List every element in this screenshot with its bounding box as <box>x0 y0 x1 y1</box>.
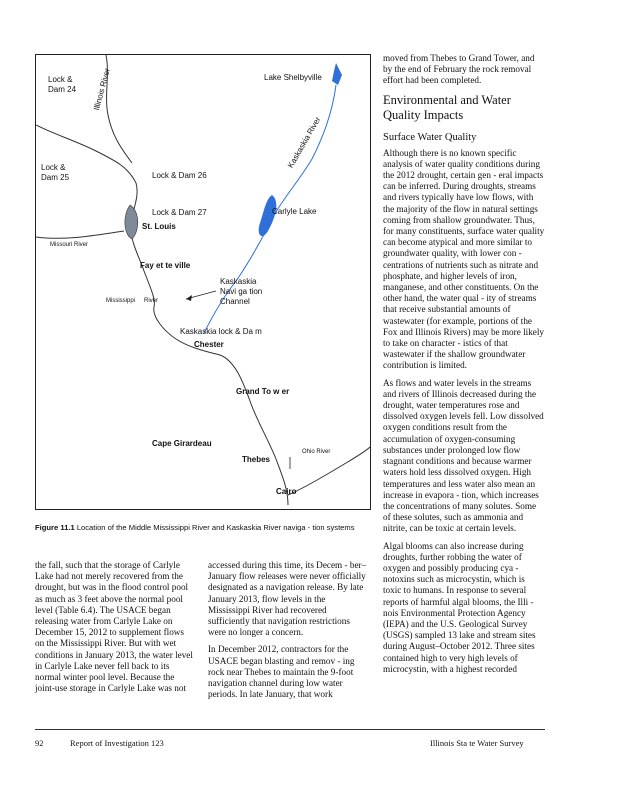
label-lake-shelbyville: Lake Shelbyville <box>264 73 322 82</box>
label-ohio-river: Ohio River <box>302 449 331 455</box>
missouri-river-line <box>36 231 124 238</box>
col3-paragraph-0: moved from Thebes to Grand Tower, and by the end of February the rock removal effort had been completed. <box>383 53 535 86</box>
label-fayetteville: Fay et te ville <box>140 261 191 270</box>
navigation-channel-arrowhead <box>186 295 192 301</box>
label-mississippi: Mississippi <box>106 298 136 304</box>
section-heading: Environmental and Water Quality Impacts <box>383 92 511 122</box>
col3-paragraph-2: As flows and water levels in the streams and rivers of Illinois decreased during the drought, water temperatures rose and dissolved oxygen levels fell. Low dissolved oxygen conditions result from the accumulation of oxygen-consuming substances under prolonged low flow stagnant conditions and because warmer waters hold less dissolved oxygen. High temperatures and less water also mean an increase in evapora - tion, which increases the concentrations of many solutes. Some of these solutes, such as ammonia and nitrite, can be toxic at certain levels. <box>383 377 544 534</box>
label-lock-dam-27: Lock & Dam 27 <box>152 208 207 217</box>
label-illinois-river: Illinois River <box>92 67 112 112</box>
lake-shelbyville-shape <box>332 63 342 85</box>
label-lock-dam-24: Lock & Dam 24 <box>48 75 77 94</box>
st-louis-area-shape <box>125 205 138 239</box>
column-3 <box>383 53 545 681</box>
report-title: Report of Investigation 123 <box>70 738 164 748</box>
label-carlyle-lake: Carlyle Lake <box>272 207 317 216</box>
label-cape-girardeau: Cape Girardeau <box>152 439 212 448</box>
label-grand-tower: Grand To w er <box>236 387 290 396</box>
label-lock-dam-25: Lock & Dam 25 <box>41 163 70 182</box>
location-map <box>35 54 371 510</box>
page-number: 92 <box>35 738 44 748</box>
col2-paragraph-1: accessed during this time, its Decem - ber–January flow releases were never officially designated as a navigation release. By late January 2013, flow levels in the Mississippi River had recovered sufficiently that navigation restrictions were no longer a concern. <box>208 560 367 638</box>
col1-paragraph-1: the fall, such that the storage of Carlyle Lake had not merely recovered from the drought, but was in the flood control pool as much as 3 feet above the normal pool level (Table 6.4). The USACE began releasing water from Carlyle Lake on December 15, 2012 to supplement flows on the Mississippi River. But with wet conditions in January 2013, the water level in Carlyle Lake never fell back to its normal winter pool level. Because the joint-use storage in Carlyle Lake was not <box>35 560 193 694</box>
label-st-louis: St. Louis <box>142 222 176 231</box>
figure-caption <box>35 522 369 533</box>
col2-paragraph-2: In December 2012, contractors for the USACE began blasting and remov - ing rock near Thebes to maintain the 9-foot navigation channel during low water periods. In late January, that work <box>208 644 355 700</box>
column-2 <box>208 560 368 706</box>
label-kaskaskia-navigation-channel: Kaskaskia Navi ga tion Channel <box>220 277 263 306</box>
label-river: River <box>144 298 159 304</box>
figure-caption-text: Location of the Middle Mississippi River and Kaskaskia River naviga - tion systems <box>76 523 355 532</box>
subsection-heading: Surface Water Quality <box>383 131 477 143</box>
label-missouri-river: Missouri River <box>50 242 89 248</box>
survey-name: Illinois Sta te Water Survey <box>430 738 524 748</box>
footer-rule <box>35 729 545 730</box>
column-1 <box>35 560 193 700</box>
figure-number: Figure 11.1 <box>35 523 75 532</box>
label-thebes: Thebes <box>242 455 271 464</box>
col3-paragraph-1: Although there is no known specific analysis of water quality conditions during the 2012 drought, certain gen - eral impacts can be inferred. During droughts, streams and rivers typically have low flows, with the majority of the flow in natural settings coming from shallow groundwater. Thus, for many constituents, surface water quality can become atypical and more similar to groundwater quality, with lower con - centrations of nutrients such as nitrate and phosphate, and higher levels of iron, manganese, and other constituents. On the other hand, the water qual - ity of streams that receive substantial amounts of wastewater (for example, portions of the Fox and Illinois Rivers) may be more likely to take on character - istics of that wastewater if the shallow groundwater contribution is limited. <box>383 147 545 371</box>
label-chester: Chester <box>194 340 224 349</box>
label-lock-dam-26: Lock & Dam 26 <box>152 171 207 180</box>
label-cairo: Cairo <box>276 487 297 496</box>
label-kaskaskia-river: Kaskaskia River <box>286 115 323 170</box>
col3-paragraph-3: Algal blooms can also increase during droughts, further robbing the water of oxygen and possibly producing cya - notoxins such as microcystin, which is toxic to humans. In response to several reports of harmful algal blooms, the Illi - nois Environmental Protection Agency (IEPA) and the U.S. Geological Survey (USGS) sampled 13 lake and stream sites during August–October 2012. Three sites contained high to very high levels of microcystin, with a highest recorded <box>383 540 536 674</box>
label-kaskaskia-lock-dam: Kaskaskia lock & Da m <box>180 327 262 336</box>
